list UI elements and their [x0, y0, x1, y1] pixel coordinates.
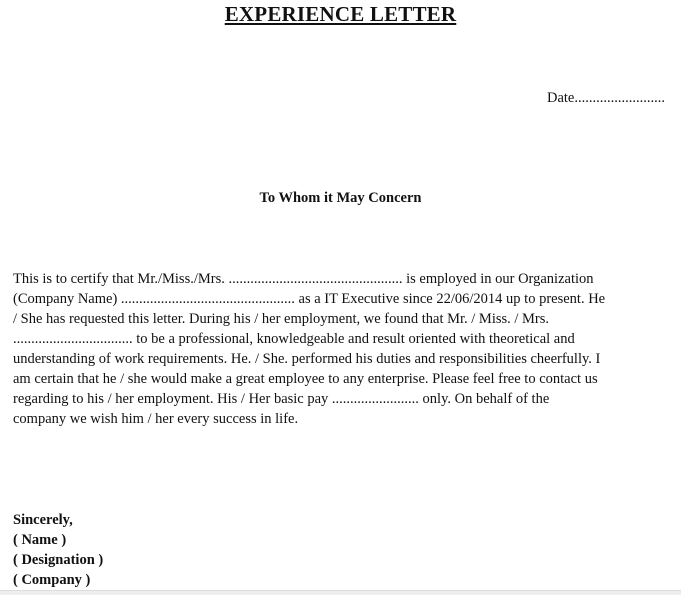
- signatory-company: ( Company ): [13, 572, 91, 588]
- body-line: (Company Name) ................................................ as a IT Executive since 22/06/2014 up to present. He: [13, 291, 606, 307]
- sign-off: Sincerely,: [13, 512, 73, 528]
- date-line: Date.........................: [547, 90, 665, 106]
- body-line: ................................. to be a professional, knowledgeable and result oriented with theoretical and: [13, 331, 575, 347]
- body-line: / She has requested this letter. During his / her employment, we found that Mr. / Miss. / Mrs.: [13, 311, 550, 327]
- body-line: This is to certify that Mr./Miss./Mrs. ................................................ is employed in our Organization: [13, 271, 594, 287]
- letter-title: EXPERIENCE LETTER: [224, 2, 457, 26]
- signatory-designation: ( Designation ): [13, 552, 104, 568]
- body-line: understanding of work requirements. He. / She. performed his duties and responsibilities cheerfully. I: [13, 351, 601, 367]
- page-bottom-edge: [0, 590, 681, 595]
- body-line: am certain that he / she would make a great employee to any enterprise. Please feel free to contact us: [13, 371, 598, 387]
- salutation: To Whom it May Concern: [259, 190, 422, 206]
- letter-body: [13, 269, 665, 429]
- body-line: company we wish him / her every success in life.: [13, 411, 299, 427]
- body-line: regarding to his / her employment. His / Her basic pay ........................ only. On behalf of the: [13, 391, 550, 407]
- signatory-name: ( Name ): [13, 532, 67, 548]
- closing-block: [13, 510, 103, 590]
